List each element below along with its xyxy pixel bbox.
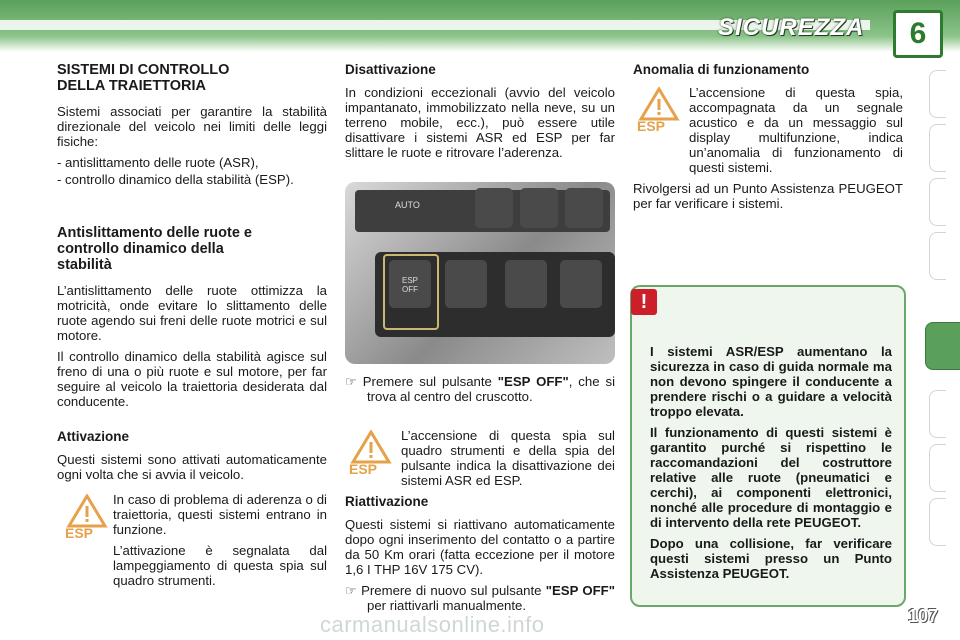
chapter-tab[interactable] [929,232,946,280]
chapter-tabs [926,70,946,580]
warning-callout [630,285,906,607]
section-title: SICUREZZA [718,14,865,41]
watermark: carmanualsonline.info [320,612,545,637]
indicator-text: L’accensione di questa spia sul quadro strumenti e della spia del pulsante indica la disattivazione dei sistemi ASR ed ESP. [401,428,615,488]
press-again-suffix: per riattivarli manualmente. [367,598,527,613]
esp-off-button-name: "ESP OFF" [545,583,615,598]
list-item: - antislittamento delle ruote (ASR), [57,155,259,170]
console-button [445,260,487,308]
auto-button-label: AUTO [395,200,420,210]
chapter-tab[interactable] [929,70,946,118]
fault-block [633,85,903,175]
press-prefix: Premere sul pulsante [362,374,498,389]
page-header [0,0,960,52]
middle-lower-column [345,374,615,619]
console-button [505,260,547,308]
section-heading: SISTEMI DI CONTROLLO DELLA TRAIETTORIA [57,62,230,94]
callout-paragraph: I sistemi ASR/ESP aumentano la sicurezza in caso di guida normale ma non devono spingere il conducente a prendere rischi o a guidare a velocità troppo elevata. [650,344,892,419]
exclamation-icon: ! [631,289,657,315]
chapter-tab-active[interactable] [925,322,960,370]
fault-text: L’attivazione è segnalata dal lampeggiamento di questa spia sul quadro strumenti. [113,543,327,588]
press-suffix: , che si trova al centro del cruscotto. [367,374,615,404]
press-again-instruction [345,583,615,613]
esp-button-highlight [383,254,439,330]
fault-heading: Anomalia di funzionamento [633,62,810,77]
chapter-tab[interactable] [929,498,946,546]
page-number: 107 [908,606,939,626]
activation-text: Questi sistemi sono attivati automaticamente ogni volta che si avvia il veicolo. [57,452,327,482]
indicator-block [345,428,615,488]
esp-icon-label: ESP [637,118,666,134]
chapter-tab[interactable] [929,124,946,172]
chapter-tab[interactable] [929,390,946,438]
console-button [520,188,558,228]
fault-block [57,492,327,588]
callout-text [650,344,892,587]
deactivation-text: In condizioni eccezionali (avvio del veicolo impantanato, immobilizzato nella neve, su un terreno mobile, ecc.), può essere utile disattivare i sistemi ASR ed ESP per far slittare le ruote e ritrovare l’aderenza. [345,85,615,160]
esp-off-label: ESP OFF [401,276,418,294]
fault-text: In caso di problema di aderenza o di traiettoria, questi sistemi entrano in funzione. [113,492,327,537]
hand-icon: ☞ [345,374,357,389]
chapter-tab[interactable] [929,444,946,492]
paragraph: Il controllo dinamico della stabilità agisce sul freno di una o più ruote e sul motore, per far seguire al veicolo la traiettoria desiderata dal conducente. [57,349,327,409]
middle-column [345,62,615,166]
list-item: - controllo dinamico della stabilità (ESP). [57,172,294,187]
callout-paragraph: Il funzionamento di questi sistemi è garantito purché si rispettino le raccomandazioni del costruttore relative alle ruote (pneumatici e cerchi), ai componenti elettronici, nonché alle procedure di montaggio e di intervento della rete PEUGEOT. [650,425,892,530]
contact-text: Rivolgersi ad un Punto Assistenza PEUGEOT per far verificare i sistemi. [633,181,903,211]
esp-icon-label: ESP [65,525,94,541]
fault-text: L’accensione di questa spia, accompagnata da un segnale acustico e da un messaggio sul display multifunzione, indica un’anomalia di funzionamento di questi sistemi. [689,85,903,175]
console-button [565,188,603,228]
console-button [560,260,602,308]
chapter-tab[interactable] [929,178,946,226]
deactivation-heading: Disattivazione [345,62,436,77]
console-button [475,188,513,228]
chapter-number-badge: 6 [893,10,943,58]
callout-paragraph: Dopo una collisione, far verificare questi sistemi presso un Punto Assistenza PEUGEOT. [650,536,892,581]
press-instruction [345,374,615,404]
reactivation-text: Questi sistemi si riattivano automaticamente dopo ogni inserimento del contatto o a partire da 50 Km orari (fatta eccezione per il motore 1,6 I THP 16V 175 CV). [345,517,615,577]
climate-panel [355,190,610,232]
esp-icon-label: ESP [349,461,378,477]
intro-text: Sistemi associati per garantire la stabilità direzionale del veicolo nei limiti delle leggi fisiche: [57,104,327,149]
activation-heading: Attivazione [57,429,130,444]
press-again-prefix: Premere di nuovo sul pulsante [361,583,546,598]
esp-off-button-name: "ESP OFF" [497,374,569,389]
subsection-heading: Antislittamento delle ruote e controllo dinamico della stabilità [57,225,252,273]
paragraph: L’antislittamento delle ruote ottimizza la motricità, onde evitare lo slittamento delle ruote agendo sui freni delle ruote motrici e sul motore. [57,283,327,343]
reactivation-heading: Riattivazione [345,494,429,509]
left-column [57,62,327,594]
right-column [633,62,903,217]
console-photo [345,182,615,364]
hand-icon: ☞ [345,583,357,598]
